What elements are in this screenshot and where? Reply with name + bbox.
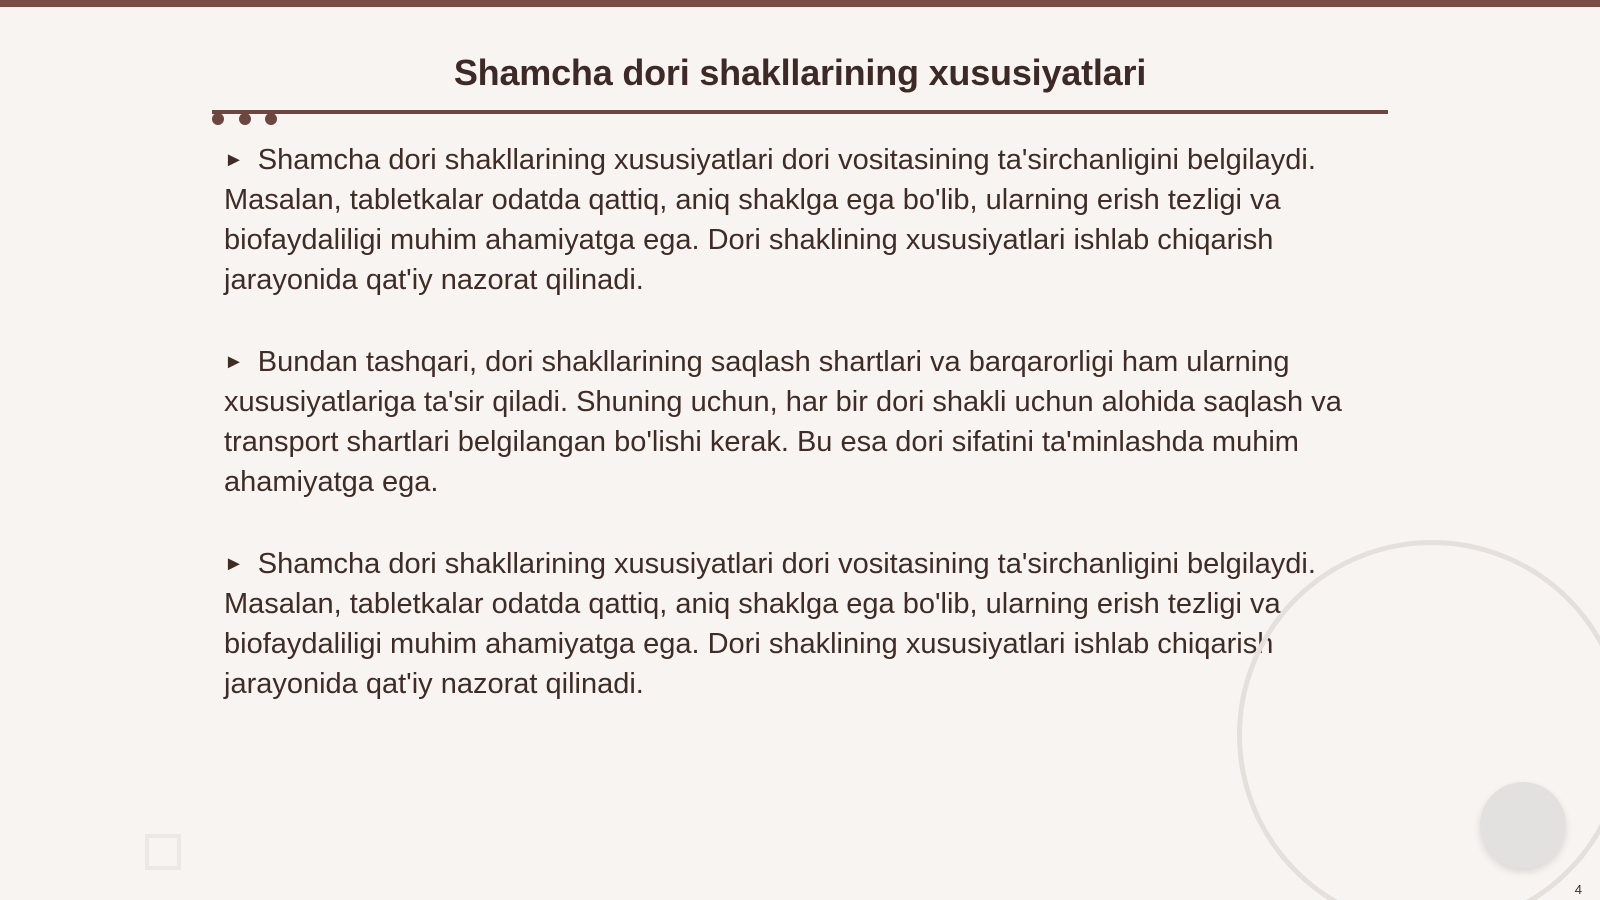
paragraph-text: Shamcha dori shakllarining xususiyatlari dori vositasining ta'sirchanligini belgilaydi. Masalan, tabletkalar odatda qattiq, aniq shaklga ega bo'lib, ularning erish tezligi va biofaydaliligi muhim ahamiyatga ega. Dori shaklining xususiyatlari ishlab chiqarish jarayonida qat'iy nazorat qilinadi. xyxy=(224,548,1316,700)
decorative-dot xyxy=(239,113,251,125)
decorative-dot xyxy=(212,113,224,125)
bullet-paragraph xyxy=(224,140,1384,300)
decorative-square xyxy=(145,834,181,870)
bullet-paragraph xyxy=(224,544,1384,704)
bullet-arrow-icon: ► xyxy=(224,149,244,171)
bullet-paragraph xyxy=(224,342,1384,502)
slide-body xyxy=(224,140,1384,746)
paragraph-text: Bundan tashqari, dori shakllarining saqlash shartlari va barqarorligi ham ularning xususiyatlariga ta'sir qiladi. Shuning uchun, har bir dori shakli uchun alohida saqlash va transport shartlari belgilangan bo'lishi kerak. Bu esa dori sifatini ta'minlashda muhim ahamiyatga ega. xyxy=(224,346,1342,498)
top-accent-bar xyxy=(0,0,1600,7)
decorative-circle-filled xyxy=(1480,782,1566,868)
bullet-arrow-icon: ► xyxy=(224,351,244,373)
page-number: 4 xyxy=(1574,882,1582,897)
paragraph-text: Shamcha dori shakllarining xususiyatlari dori vositasining ta'sirchanligini belgilaydi. Masalan, tabletkalar odatda qattiq, aniq shaklga ega bo'lib, ularning erish tezligi va biofaydaliligi muhim ahamiyatga ega. Dori shaklining xususiyatlari ishlab chiqarish jarayonida qat'iy nazorat qilinadi. xyxy=(224,144,1316,296)
bullet-arrow-icon: ► xyxy=(224,553,244,575)
title-underline xyxy=(212,110,1388,114)
decorative-dot xyxy=(265,113,277,125)
slide-title: Shamcha dori shakllarining xususiyatlari xyxy=(453,52,1147,93)
